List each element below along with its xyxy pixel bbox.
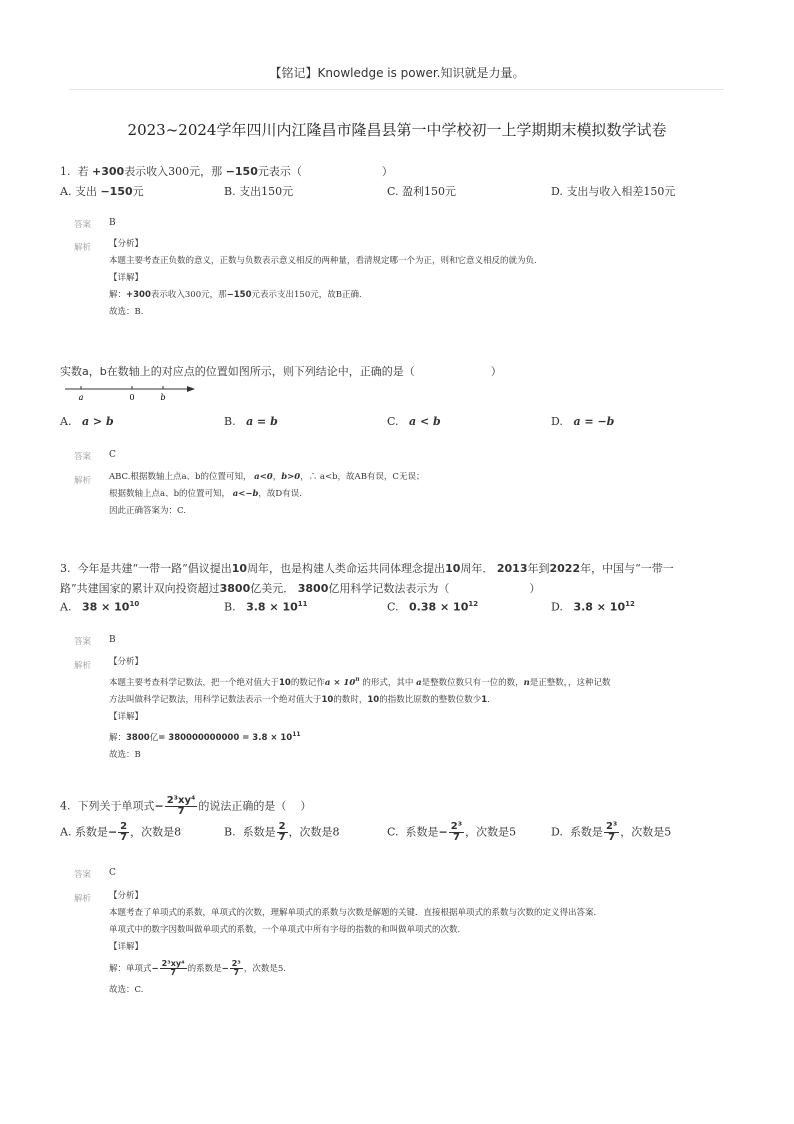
fraction-numerator: 2³xy⁴	[166, 795, 196, 806]
option-math: 0.38 × 10	[409, 600, 469, 614]
header-divider	[70, 89, 724, 90]
option-fraction	[118, 822, 129, 843]
q4-solution	[109, 888, 602, 999]
option-letter: A.	[60, 825, 72, 839]
fraction-denominator: 7	[170, 968, 176, 977]
q4-answer-value: C	[109, 868, 116, 878]
q2-sol-line-3: 因此正确答案为：C.	[109, 506, 186, 516]
stem-math: 3800	[297, 582, 329, 595]
stem-math: 10	[231, 562, 248, 575]
option-sign: −	[107, 825, 118, 839]
q4-number: 4.	[60, 799, 71, 813]
sol-text: 解：	[109, 290, 127, 300]
q1-text-1: 若	[77, 165, 89, 178]
sol-math: b>0	[281, 472, 301, 482]
q4-sol-line-1: 本题考查了单项式的系数，单项式的次数，理解单项式的系数与次数是解题的关键．直接根据单项式的系数与次数的定义得出答案．	[109, 908, 603, 918]
q2-option-b[interactable]	[224, 415, 278, 428]
q4-sol-tag-analysis: 【分析】	[109, 891, 144, 901]
question-3-stem-line-2	[60, 580, 540, 596]
q3-option-c[interactable]	[387, 600, 478, 614]
q1-number: 1.	[60, 165, 71, 178]
sol-text: ，次数是5.	[243, 964, 286, 974]
q3-answer-label: 答案	[74, 637, 92, 647]
option-exponent: 10	[129, 600, 140, 608]
option-text: 系数是	[242, 825, 276, 839]
sol-math: a	[416, 677, 422, 688]
sol-text: 根据数轴上点a、b的位置可知，	[109, 489, 231, 499]
option-tail: 元	[132, 185, 144, 198]
q3-sol-line-4: 故选：B	[109, 749, 141, 760]
option-math: 3.8 × 10	[573, 600, 626, 614]
label-zero: 0	[129, 393, 135, 402]
q1-text-2: 表示收入300元，那	[124, 165, 223, 178]
q2-stem-text: 实数a，b在数轴上的对应点的位置如图所示，则下列结论中，正确的是（	[60, 365, 415, 378]
q1-text-4: ）	[381, 165, 393, 178]
q4-option-c[interactable]	[387, 822, 516, 843]
sol-text: 表示收入300元，那	[150, 290, 227, 300]
sol-math: a × 10	[324, 677, 356, 688]
stem-text: ）	[529, 582, 541, 595]
option-exponent: 12	[625, 600, 635, 608]
option-letter: D.	[551, 185, 563, 198]
option-text: ，次数是8	[288, 825, 340, 839]
minus-sign: −	[151, 964, 159, 974]
fraction-denominator: 7	[233, 968, 240, 977]
option-letter: C.	[387, 825, 399, 839]
q1-sol-line-3	[109, 287, 537, 304]
q1-text-3: 元表示（	[257, 165, 302, 178]
stem-text: 亿用科学记数法表示为（	[328, 582, 450, 595]
sol-math: a<0	[254, 472, 273, 482]
stem-text: 路”共建国家的累计双向投资超过	[60, 582, 220, 595]
stem-text: 的说法正确的是（	[198, 799, 287, 813]
option-text: 系数是	[74, 825, 108, 839]
option-letter: B.	[224, 825, 236, 839]
stem-text: ）	[300, 799, 312, 813]
sol-math: 1	[481, 694, 488, 705]
number-line-figure	[62, 381, 202, 403]
fraction-numerator: 2	[120, 821, 128, 832]
sol-text: 的数时，	[333, 694, 368, 705]
option-text: 系数是	[569, 825, 603, 839]
option-text: ，次数是8	[130, 825, 182, 839]
q3-analysis-label: 解析	[74, 661, 92, 671]
question-3-stem-line-1	[60, 560, 674, 576]
fraction-denominator: 7	[120, 832, 128, 843]
q3-sol-tag-detail: 【详解】	[109, 711, 144, 722]
sol-math: = 380000000000 = 3.8 × 10	[158, 732, 293, 743]
q1-math-1: +300	[92, 165, 125, 178]
option-fraction	[449, 822, 464, 843]
number-line-arrow	[187, 386, 195, 392]
q2-option-c[interactable]	[387, 415, 441, 428]
q3-answer-value: B	[109, 635, 116, 645]
minus-sign: −	[221, 964, 229, 974]
option-text: 支出150元	[239, 185, 294, 198]
q4-sol-line-2: 单项式中的数字因数叫做单项式的系数，一个单项式中所有字母的指数的和叫做单项式的次数．	[109, 925, 467, 935]
q3-sol-line-3	[109, 726, 611, 747]
sol-math: n	[523, 677, 530, 688]
option-sign: −	[438, 825, 448, 839]
option-letter: D.	[551, 415, 563, 428]
q3-option-d[interactable]	[551, 600, 635, 614]
sol-text: 本题主要考查科学记数法，把一个绝对值大于	[109, 677, 280, 688]
q4-monomial-fraction	[165, 796, 198, 817]
fraction-numerator: 2³	[231, 959, 241, 968]
option-letter: D.	[551, 600, 563, 614]
sol-text: 的指数比原数的整数位数少	[379, 694, 482, 705]
stem-text: 年到	[527, 562, 550, 575]
question-2-stem	[60, 363, 502, 379]
q2-stem-end: ）	[490, 365, 502, 378]
q1-option-a[interactable]	[60, 183, 144, 199]
q4-option-b[interactable]	[224, 822, 340, 843]
sol-text: 解：单项式	[109, 964, 152, 974]
q2-answer-value: C	[109, 450, 116, 460]
minus-sign: −	[154, 799, 164, 813]
option-math: a < b	[409, 415, 441, 428]
label-b: b	[160, 393, 166, 402]
stem-math: 10	[445, 562, 461, 575]
fraction-numerator: 2³	[605, 821, 618, 832]
stem-text: 周年．	[460, 562, 494, 575]
option-math: a = −b	[573, 415, 615, 428]
option-text: ，次数是5	[620, 825, 672, 839]
q3-option-a[interactable]	[60, 600, 139, 614]
sol-text: ，∴ a<b，故AB有误，C无误；	[300, 472, 425, 482]
q1-sol-tag-detail: 【详解】	[109, 273, 144, 283]
sol-math: 10	[321, 694, 334, 705]
sol-text: 元表示支出150元，故B正确.	[251, 290, 362, 300]
stem-text: 年，中国与“一带一	[580, 562, 674, 575]
q2-answer-label: 答案	[74, 452, 92, 462]
option-letter: B.	[224, 600, 236, 614]
q1-option-c[interactable]	[387, 183, 456, 199]
sol-exponent: 11	[292, 730, 301, 738]
sol-text: .	[487, 694, 490, 705]
option-letter: C.	[387, 600, 399, 614]
fraction-numerator: 2	[278, 821, 286, 832]
option-exponent: 11	[297, 600, 308, 608]
sol-math: 10	[367, 694, 380, 705]
option-letter: A.	[60, 600, 72, 614]
option-letter: D.	[551, 825, 563, 839]
option-math: 3.8 × 10	[246, 600, 298, 614]
stem-text: 亿美元．	[250, 582, 295, 595]
option-math: a = b	[246, 415, 278, 428]
option-math: a > b	[81, 415, 114, 428]
stem-math: 2022	[549, 562, 581, 575]
q3-solution	[109, 654, 611, 764]
fraction-denominator: 7	[278, 832, 286, 843]
q2-sol-line-1	[109, 469, 424, 486]
q4-option-a[interactable]	[60, 822, 181, 843]
fraction-numerator: 2³	[450, 821, 463, 832]
q4-sol-tag-detail: 【详解】	[109, 942, 144, 952]
option-fraction	[277, 822, 288, 843]
q4-analysis-label: 解析	[74, 894, 92, 904]
q1-answer-value: B	[109, 218, 116, 228]
question-4-stem	[60, 796, 311, 817]
page-title: 2023~2024学年四川内江隆昌市隆昌县第一中学校初一上学期期末模拟数学试卷	[127, 121, 667, 139]
stem-text: 下列关于单项式	[77, 799, 155, 813]
q2-option-d[interactable]	[551, 415, 614, 428]
q3-sol-line-1	[109, 671, 611, 692]
sol-text: 是正整数，，这种记数	[529, 677, 611, 688]
q4-option-d[interactable]	[551, 822, 671, 843]
label-a: a	[78, 393, 84, 402]
q2-option-a[interactable]	[60, 415, 114, 428]
q1-option-b[interactable]	[224, 183, 293, 199]
q3-number: 3.	[60, 562, 71, 575]
q4-sol-line-3	[109, 956, 602, 982]
sol-text: ，故D有误.	[258, 489, 302, 499]
q1-sol-line-1: 本题主要考查正负数的意义，正数与负数表示意义相反的两种量，看清规定哪一个为正，则和它意义相反的就为负.	[109, 256, 537, 266]
option-letter: A.	[60, 415, 72, 428]
option-text: ，次数是5	[465, 825, 517, 839]
q1-analysis-label: 解析	[74, 243, 92, 253]
option-fraction	[604, 822, 619, 843]
stem-math: 2013	[496, 562, 528, 575]
q2-solution	[109, 469, 424, 520]
option-exponent: 12	[468, 600, 479, 608]
option-letter: C.	[387, 185, 399, 198]
fraction-denominator: 7	[452, 832, 460, 843]
sol-text: ，	[272, 472, 282, 482]
sol-fraction	[160, 960, 187, 977]
sol-text: ABC.根据数轴上点a、b的位置可知，	[109, 472, 252, 482]
q1-sol-line-4: 故选：B.	[109, 307, 144, 317]
sol-math: a<−b	[232, 489, 259, 499]
sol-exponent: n	[355, 676, 360, 683]
q2-sol-line-2	[109, 486, 424, 503]
option-letter: A.	[60, 185, 72, 198]
sol-text: 的系数是	[187, 964, 222, 974]
q4-answer-label: 答案	[74, 870, 92, 880]
motto-banner: 【铭记】Knowledge is power.知识就是力量。	[269, 66, 525, 80]
sol-math: +300	[126, 290, 151, 300]
option-text: 支出	[74, 185, 97, 198]
sol-text: 是整数位数只有一位的数，	[421, 677, 524, 688]
option-letter: B.	[224, 185, 236, 198]
fraction-numerator: 2³xy⁴	[161, 959, 185, 968]
q1-solution	[109, 236, 537, 321]
q4-sol-line-4: 故选：C.	[109, 985, 144, 995]
q1-math-2: −150	[225, 165, 258, 178]
sol-math: 3800	[126, 732, 150, 743]
q1-answer-label: 答案	[74, 220, 92, 230]
fraction-denominator: 7	[608, 832, 616, 843]
q1-sol-tag-analysis: 【分析】	[109, 239, 144, 249]
option-math: −150	[100, 185, 133, 198]
sol-math: −150	[226, 290, 252, 300]
sol-text: 亿	[149, 732, 159, 743]
sol-fraction	[230, 960, 243, 977]
q2-analysis-label: 解析	[74, 476, 92, 486]
stem-text: 今年是共建“一带一路”倡议提出	[77, 562, 232, 575]
option-text: 盈利150元	[402, 185, 457, 198]
q3-sol-tag-analysis: 【分析】	[109, 657, 144, 667]
option-math: 38 × 10	[81, 600, 130, 614]
q3-sol-line-2	[109, 692, 611, 709]
sol-text: 的数记作	[290, 677, 325, 688]
option-letter: B.	[224, 415, 236, 428]
question-1-stem	[60, 163, 393, 179]
sol-text: 的形式，其中	[362, 677, 414, 688]
stem-text: 周年，也是构建人类命运共同体理念提出	[247, 562, 446, 575]
sol-math: 10	[279, 677, 291, 688]
sol-text: 方法叫做科学记数法，用科学记数法表示一个绝对值大于	[109, 694, 322, 705]
q3-option-b[interactable]	[224, 600, 308, 614]
option-text: 支出与收入相差150元	[566, 185, 676, 198]
q1-option-d[interactable]	[551, 183, 675, 199]
fraction-denominator: 7	[177, 806, 185, 817]
stem-math: 3800	[219, 582, 251, 595]
option-letter: C.	[387, 415, 399, 428]
sol-text: 解：	[109, 732, 127, 743]
option-text: 系数是	[405, 825, 439, 839]
